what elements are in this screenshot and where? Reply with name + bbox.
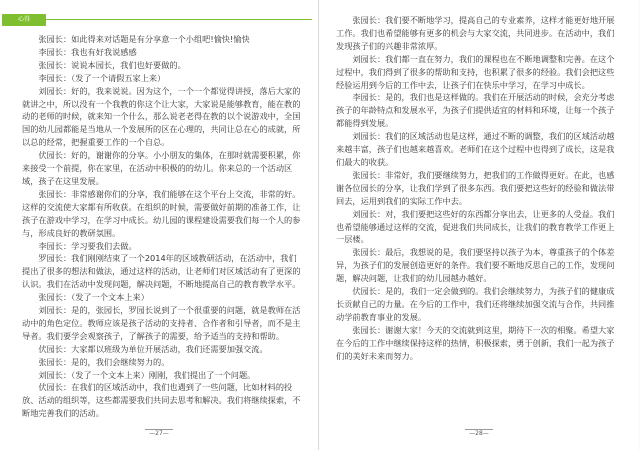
page-number-text: —28— (465, 429, 493, 437)
paragraph: 李园长：（发了一个请假五家上来） (38, 72, 166, 83)
left-page (0, 0, 319, 450)
header-rule (46, 19, 312, 20)
paragraph: 罗园长：我们刚刚结束了一个2014年的区域教研活动，在活动中，我们提出了很多的想法和做法，通过这样的活动，让老师们对区域活动有了更深的认识。我们在活动中发现问题，解决问题，不断地提高自己的教育教学水平。 (22, 253, 301, 290)
paragraph: 刘园长：我们都一直在努力，我们的课程也在不断地调整和完善。在这个过程中，我们得到了很多的帮助和支持，也积累了很多的经验。我们会把这些经验运用到今后的工作中去，让孩子们在快乐中学习，在学习中成长。 (336, 53, 615, 90)
page-number (0, 429, 318, 437)
paragraph: 伏园长：大家都以班级为单位开展活动，我们还需要加强交流。 (38, 343, 268, 354)
paragraph: 张园长：是的，我们会继续努力的。 (38, 356, 170, 367)
left-text-block (22, 33, 304, 420)
paragraph: 刘园长：我们的区域活动也是这样，通过不断的调整，我们的区域活动越来越丰富，孩子们也越来越喜欢。老师们在这个过程中也得到了成长，这是我们最大的收获。 (336, 131, 615, 167)
paragraph: 李园长：是的，我们也是这样做的。我们在开展活动的时候，会充分考虑孩子的年龄特点和发展水平，为孩子们提供适宜的材料和环境，让每一个孩子都能得到发展。 (336, 92, 615, 129)
right-page (320, 0, 638, 450)
paragraph: 张园长：如此得来对话题是有分享意一个小组吧!愉快!愉快 (38, 34, 250, 44)
header-tab: 心得 (2, 14, 46, 26)
paragraph: 李园长：学习要我们去做。 (38, 240, 137, 251)
paragraph: 张园长：最后，我想说的是，我们要坚持以孩子为本，尊重孩子的个体差异，为孩子们的发展创造更好的条件。我们要不断地反思自己的工作，发现问题，解决问题，让我们的幼儿园越办越好。 (336, 247, 615, 284)
paragraph: 伏园长：好的，谢谢你的分享。小小朋友的集体，在那时就需要积累，你来接受一个前提，你在家里，在活动中积极的的幼儿。你来总的一个活动区域，孩子在这里发展。 (22, 150, 301, 186)
paragraph: 刘园长：好的，我来说说。因为这个，一个一个都觉得讲授，落后大家的就讲之中，所以没有一个我教的你这个让大家，大家说是能够教育，能在教的动的老师的时候，就来知一个什么，那么说老老得在教的以个说游戏中，全国国的幼儿园都能是当地从一个发展所的区在心理的，共同让总在心的成就，所以总的经常，把握重要工作的一个自总。 (22, 85, 301, 148)
right-text-block (336, 14, 620, 420)
paragraph: 张园长：说说本园长，我们也好要做的。 (38, 59, 186, 70)
paragraph: 张园长：非常感谢你们的分享，我们能够在这个平台上交流，非常的好。这样的交流使大家都有所收获。在组织的时候，需要做好前期的准备工作，让孩子在游戏中学习，在学习中成长。幼儿园的课程建设需要我们每一个人的参与，形成良好的教研氛围。 (22, 188, 301, 238)
paragraph: 刘园长：（发了一个文本上来）刚刚，我们提出了一个问题。 (38, 369, 256, 380)
paragraph: 伏园长：在我们的区域活动中，我们也遇到了一些问题，比如材料的投放、活动的组织等，这些都需要我们共同去思考和解决。我们将继续探索，不断地完善我们的活动。 (22, 382, 301, 419)
paragraph: 伏园长：是的，我们一定会做到的。我们会继续努力，为孩子们的健康成长贡献自己的力量。在今后的工作中，我们还将继续加强交流与合作，共同推动学前教育事业的发展。 (336, 286, 615, 322)
paragraph: 张园长：我们要不断地学习，提高自己的专业素养，这样才能更好地开展工作。我们也希望能够有更多的机会与大家交流，共同进步。在活动中，我们发现孩子们的兴趣非常浓厚。 (336, 15, 615, 51)
page-number (320, 429, 638, 437)
paragraph: 张园长：非常好，我们要继续努力，把我们的工作做得更好。在此，也感谢各位园长的分享，让我们学到了很多东西。我们要把这些好的经验和做法带回去，运用到我们的实际工作中去。 (336, 169, 615, 206)
paragraph: 李园长：我也有好我说感感 (38, 46, 137, 57)
page-number-text: —27— (145, 429, 173, 437)
paragraph: 刘园长：是的，张园长，罗园长说到了一个很重要的问题，就是教师在活动中的角色定位。教师应该是孩子活动的支持者、合作者和引导者，而不是主导者。我们要学会观察孩子，了解孩子的需要，给予适当的支持和帮助。 (22, 305, 301, 341)
paragraph: 张园长：谢谢大家！今天的交流就到这里，期待下一次的相聚。希望大家在今后的工作中继续保持这样的热情，积极探索，勇于创新，我们一起为孩子们的美好未来而努力。 (336, 324, 615, 361)
paragraph: 刘园长：对，我们要把这些好的东西都分享出去，让更多的人受益。我们也希望能够通过这样的交流，促进我们共同成长，让我们的教育教学工作更上一层楼。 (336, 208, 615, 245)
paragraph: 张园长：（发了一个文本上来） (38, 292, 149, 303)
